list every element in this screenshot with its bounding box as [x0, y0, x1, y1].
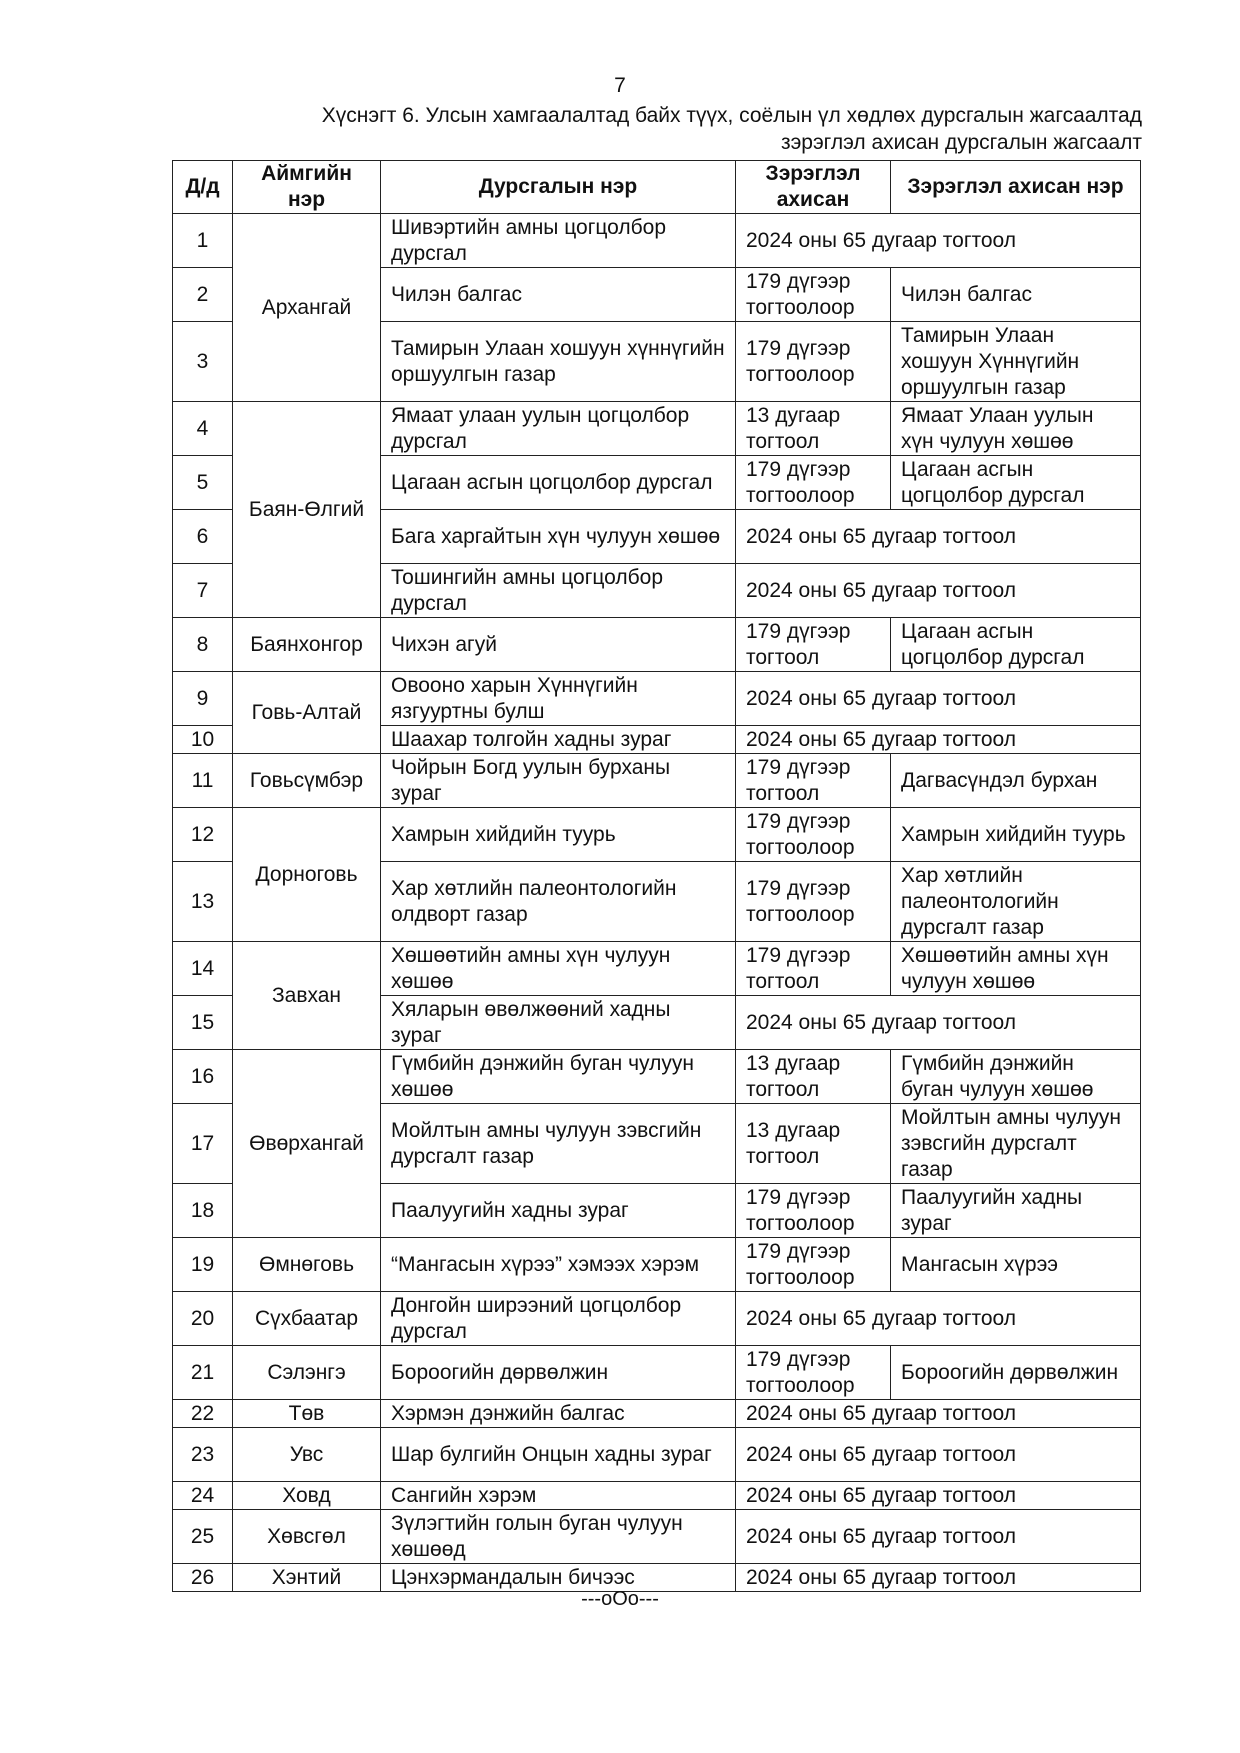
aimag-cell: Баянхонгор [233, 618, 381, 672]
monument-name: Шивэртийн амны цогцолбор дурсгал [381, 214, 736, 268]
upgrade-basis: 179 дүгээр тогтоолоор [736, 456, 891, 510]
monument-name: Чилэн балгас [381, 268, 736, 322]
resolution-merged: 2024 оны 65 дугаар тогтоол [736, 1400, 1141, 1428]
monument-name: Шаахар толгойн хадны зураг [381, 726, 736, 754]
upgrade-basis: 13 дугаар тогтоол [736, 1050, 891, 1104]
row-number: 20 [173, 1292, 233, 1346]
upgrade-basis: 179 дүгээр тогтоол [736, 618, 891, 672]
monuments-table [172, 160, 1141, 1592]
row-number: 10 [173, 726, 233, 754]
table-row [173, 1428, 1141, 1482]
aimag-cell: Говьсүмбэр [233, 754, 381, 808]
monument-name: Паалуугийн хадны зураг [381, 1184, 736, 1238]
header-aimag: Аймгийн нэр [233, 161, 381, 214]
upgrade-basis: 179 дүгээр тогтоолоор [736, 862, 891, 942]
row-number: 23 [173, 1428, 233, 1482]
table-caption [182, 102, 1142, 156]
row-number: 26 [173, 1564, 233, 1592]
caption-line-2: зэрэглэл ахисан дурсгалын жагсаалт [780, 131, 1142, 154]
monument-name: Ямаат улаан уулын цогцолбор дурсгал [381, 402, 736, 456]
monument-name: Бороогийн дөрвөлжин [381, 1346, 736, 1400]
monument-name: Сангийн хэрэм [381, 1482, 736, 1510]
monument-name: Хамрын хийдийн туурь [381, 808, 736, 862]
table-row [173, 214, 1141, 268]
aimag-cell: Хэнтий [233, 1564, 381, 1592]
upgrade-basis: 179 дүгээр тогтоолоор [736, 1184, 891, 1238]
table-row [173, 618, 1141, 672]
row-number: 19 [173, 1238, 233, 1292]
page-number: 7 [614, 74, 626, 97]
upgrade-basis: 179 дүгээр тогтоолоор [736, 1238, 891, 1292]
upgraded-name: Цагаан асгын цогцолбор дурсгал [891, 456, 1141, 510]
table-row [173, 1400, 1141, 1428]
upgraded-name: Хамрын хийдийн туурь [891, 808, 1141, 862]
upgrade-basis: 179 дүгээр тогтоолоор [736, 322, 891, 402]
monument-name: Чихэн агуй [381, 618, 736, 672]
aimag-cell: Баян-Өлгий [233, 402, 381, 618]
row-number: 6 [173, 510, 233, 564]
monument-name: Гүмбийн дэнжийн буган чулуун хөшөө [381, 1050, 736, 1104]
row-number: 21 [173, 1346, 233, 1400]
resolution-merged: 2024 оны 65 дугаар тогтоол [736, 726, 1141, 754]
table-row [173, 1050, 1141, 1104]
resolution-merged: 2024 оны 65 дугаар тогтоол [736, 1482, 1141, 1510]
resolution-merged: 2024 оны 65 дугаар тогтоол [736, 564, 1141, 618]
aimag-cell: Дорноговь [233, 808, 381, 942]
aimag-cell: Өмнөговь [233, 1238, 381, 1292]
aimag-cell: Увс [233, 1428, 381, 1482]
monument-name: Тамирын Улаан хошуун хүннүгийн оршуулгын газар [381, 322, 736, 402]
table-row [173, 1346, 1141, 1400]
row-number: 3 [173, 322, 233, 402]
row-number: 22 [173, 1400, 233, 1428]
table-row [173, 1510, 1141, 1564]
table-row [173, 1238, 1141, 1292]
table-row [173, 402, 1141, 456]
monument-name: Бага харгайтын хүн чулуун хөшөө [381, 510, 736, 564]
aimag-cell: Сэлэнгэ [233, 1346, 381, 1400]
row-number: 25 [173, 1510, 233, 1564]
row-number: 12 [173, 808, 233, 862]
table-row [173, 754, 1141, 808]
upgraded-name: Гүмбийн дэнжийн буган чулуун хөшөө [891, 1050, 1141, 1104]
resolution-merged: 2024 оны 65 дугаар тогтоол [736, 1564, 1141, 1592]
resolution-merged: 2024 оны 65 дугаар тогтоол [736, 1428, 1141, 1482]
row-number: 14 [173, 942, 233, 996]
upgraded-name: Дагвасүндэл бурхан [891, 754, 1141, 808]
resolution-merged: 2024 оны 65 дугаар тогтоол [736, 1292, 1141, 1346]
monument-name: Донгойн ширээний цогцолбор дурсгал [381, 1292, 736, 1346]
aimag-cell: Өвөрхангай [233, 1050, 381, 1238]
row-number: 16 [173, 1050, 233, 1104]
row-number: 9 [173, 672, 233, 726]
upgraded-name: Паалуугийн хадны зураг [891, 1184, 1141, 1238]
aimag-cell: Говь-Алтай [233, 672, 381, 754]
table-row [173, 672, 1141, 726]
upgraded-name: Бороогийн дөрвөлжин [891, 1346, 1141, 1400]
table-row [173, 1482, 1141, 1510]
row-number: 17 [173, 1104, 233, 1184]
upgraded-name: Тамирын Улаан хошуун Хүннүгийн оршуулгын газар [891, 322, 1141, 402]
resolution-merged: 2024 оны 65 дугаар тогтоол [736, 214, 1141, 268]
upgrade-basis: 179 дүгээр тогтоолоор [736, 808, 891, 862]
caption-line-1: Хүснэгт 6. Улсын хамгаалалтад байх түүх, соёлын үл хөдлөх дурсгалын жагсаалтад [321, 104, 1142, 127]
header-name: Дурсгалын нэр [381, 161, 736, 214]
monument-name: Зүлэгтийн голын буган чулуун хөшөөд [381, 1510, 736, 1564]
upgraded-name: Хар хөтлийн палеонтологийн дурсгалт газар [891, 862, 1141, 942]
resolution-merged: 2024 оны 65 дугаар тогтоол [736, 996, 1141, 1050]
monument-name: Тошингийн амны цогцолбор дурсгал [381, 564, 736, 618]
header-new-name: Зэрэглэл ахисан нэр [891, 161, 1141, 214]
aimag-cell: Хөвсгөл [233, 1510, 381, 1564]
header-num: Д/д [173, 161, 233, 214]
row-number: 11 [173, 754, 233, 808]
upgrade-basis: 179 дүгээр тогтоол [736, 754, 891, 808]
upgraded-name: Ямаат Улаан уулын хүн чулуун хөшөө [891, 402, 1141, 456]
row-number: 15 [173, 996, 233, 1050]
resolution-merged: 2024 оны 65 дугаар тогтоол [736, 510, 1141, 564]
monument-name: Шар булгийн Онцын хадны зураг [381, 1428, 736, 1482]
row-number: 24 [173, 1482, 233, 1510]
upgrade-basis: 13 дугаар тогтоол [736, 1104, 891, 1184]
monument-name: Хар хөтлийн палеонтологийн олдворт газар [381, 862, 736, 942]
monument-name: Чойрын Богд уулын бурханы зураг [381, 754, 736, 808]
row-number: 8 [173, 618, 233, 672]
header-basis: Зэрэглэл ахисан [736, 161, 891, 214]
resolution-merged: 2024 оны 65 дугаар тогтоол [736, 1510, 1141, 1564]
upgrade-basis: 179 дүгээр тогтоолоор [736, 1346, 891, 1400]
monument-name: Овооно харын Хүннүгийн язгууртны булш [381, 672, 736, 726]
aimag-cell: Архангай [233, 214, 381, 402]
aimag-cell: Ховд [233, 1482, 381, 1510]
upgrade-basis: 179 дүгээр тогтоол [736, 942, 891, 996]
table-row [173, 1292, 1141, 1346]
table-header-row [173, 161, 1141, 214]
row-number: 13 [173, 862, 233, 942]
aimag-cell: Сүхбаатар [233, 1292, 381, 1346]
end-marker: ---oOo--- [581, 1588, 659, 1610]
table-row [173, 942, 1141, 996]
row-number: 1 [173, 214, 233, 268]
upgraded-name: Чилэн балгас [891, 268, 1141, 322]
row-number: 5 [173, 456, 233, 510]
monument-name: “Мангасын хүрээ” хэмээх хэрэм [381, 1238, 736, 1292]
aimag-cell: Завхан [233, 942, 381, 1050]
upgraded-name: Мойлтын амны чулуун зэвсгийн дурсгалт газар [891, 1104, 1141, 1184]
row-number: 18 [173, 1184, 233, 1238]
row-number: 4 [173, 402, 233, 456]
upgraded-name: Цагаан асгын цогцолбор дурсгал [891, 618, 1141, 672]
table-row [173, 808, 1141, 862]
monument-name: Цагаан асгын цогцолбор дурсгал [381, 456, 736, 510]
monument-name: Хяларын өвөлжөөний хадны зураг [381, 996, 736, 1050]
monument-name: Хэрмэн дэнжийн балгас [381, 1400, 736, 1428]
resolution-merged: 2024 оны 65 дугаар тогтоол [736, 672, 1141, 726]
row-number: 7 [173, 564, 233, 618]
upgraded-name: Хөшөөтийн амны хүн чулуун хөшөө [891, 942, 1141, 996]
monument-name: Мойлтын амны чулуун зэвсгийн дурсгалт газар [381, 1104, 736, 1184]
monument-name: Хөшөөтийн амны хүн чулуун хөшөө [381, 942, 736, 996]
upgrade-basis: 13 дугаар тогтоол [736, 402, 891, 456]
upgraded-name: Мангасын хүрээ [891, 1238, 1141, 1292]
row-number: 2 [173, 268, 233, 322]
upgrade-basis: 179 дүгээр тогтоолоор [736, 268, 891, 322]
aimag-cell: Төв [233, 1400, 381, 1428]
monument-name: Цэнхэрмандалын бичээс [381, 1564, 736, 1592]
